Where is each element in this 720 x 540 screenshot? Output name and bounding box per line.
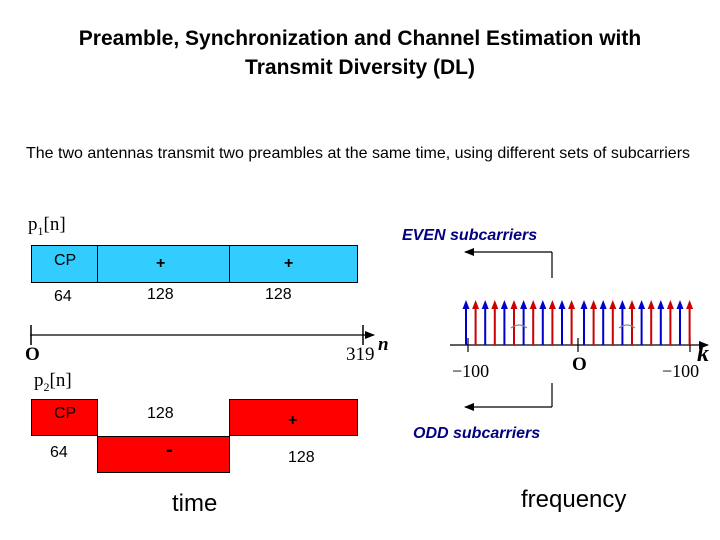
odd-spike-head <box>667 300 674 309</box>
p2-label-arg: [n] <box>49 370 72 391</box>
p1-cp-label: CP <box>54 252 77 269</box>
odd-spike-head <box>590 300 597 309</box>
p1-label-base: p <box>28 214 38 235</box>
odd-spike-head <box>511 300 518 309</box>
p1-cp-block <box>31 245 98 283</box>
odd-spike-head <box>491 300 498 309</box>
odd-subcarriers-label: ODD subcarriers <box>413 425 541 442</box>
p1-block-1 <box>97 245 230 283</box>
time-origin-label: O <box>25 344 40 365</box>
frequency-caption: frequency <box>521 486 627 513</box>
freq-axis-var: k <box>697 341 709 367</box>
p2-plus: + <box>288 412 298 429</box>
p2-label-sub: 2 <box>43 379 50 394</box>
p2-block-1 <box>97 436 230 473</box>
time-end-label: 319 <box>346 344 375 365</box>
odd-spike-head <box>549 300 556 309</box>
even-spike-head <box>581 300 588 309</box>
even-spike-head <box>520 300 527 309</box>
even-spike-head <box>677 300 684 309</box>
even-spike-head <box>482 300 489 309</box>
p2-length-cp: 64 <box>50 444 68 461</box>
description-text: The two antennas transmit two preambles at the same time, using different sets of subcarriers <box>26 145 691 162</box>
p1-length-cp: 64 <box>54 288 72 305</box>
even-spike-head <box>539 300 546 309</box>
even-subcarriers-label: EVEN subcarriers <box>402 227 538 244</box>
p2-label <box>34 370 72 395</box>
p2-minus: - <box>166 439 173 461</box>
even-spike-head <box>600 300 607 309</box>
freq-right-tick-label: −100 <box>662 361 700 381</box>
p2-block-2 <box>229 399 358 436</box>
odd-spike-head <box>530 300 537 309</box>
freq-origin-label: O <box>572 354 587 375</box>
freq-left-tick-label: −100 <box>452 361 490 381</box>
p1-length-1: 128 <box>147 286 174 303</box>
p1-length-2: 128 <box>265 286 292 303</box>
even-spike-head <box>638 300 645 309</box>
odd-spike-head <box>472 300 479 309</box>
p1-label <box>28 214 66 239</box>
title-line-2: Transmit Diversity (DL) <box>245 56 475 79</box>
odd-spike-head <box>609 300 616 309</box>
title-line-1: Preamble, Synchronization and Channel Estimation with <box>78 27 642 50</box>
odd-spike-head <box>568 300 575 309</box>
time-axis-var: n <box>378 334 389 355</box>
even-spike-head <box>619 300 626 309</box>
odd-spike-head <box>686 300 693 309</box>
p2-length-upper: 128 <box>147 405 174 422</box>
p1-block-2 <box>229 245 358 283</box>
p2-length-2: 128 <box>288 449 315 466</box>
p2-cp-label: CP <box>54 405 77 422</box>
odd-spike-head <box>648 300 655 309</box>
p2-label-base: p <box>34 370 44 391</box>
p1-plus-2: + <box>284 255 294 272</box>
even-spike-head <box>559 300 566 309</box>
even-spike-head <box>463 300 470 309</box>
p1-label-sub: 1 <box>37 223 44 238</box>
p2-cp-block <box>31 399 98 436</box>
even-spike-head <box>657 300 664 309</box>
p1-plus-1: + <box>156 255 166 272</box>
time-caption: time <box>172 490 218 517</box>
odd-spike-head <box>629 300 636 309</box>
p1-label-arg: [n] <box>43 214 66 235</box>
even-spike-head <box>501 300 508 309</box>
